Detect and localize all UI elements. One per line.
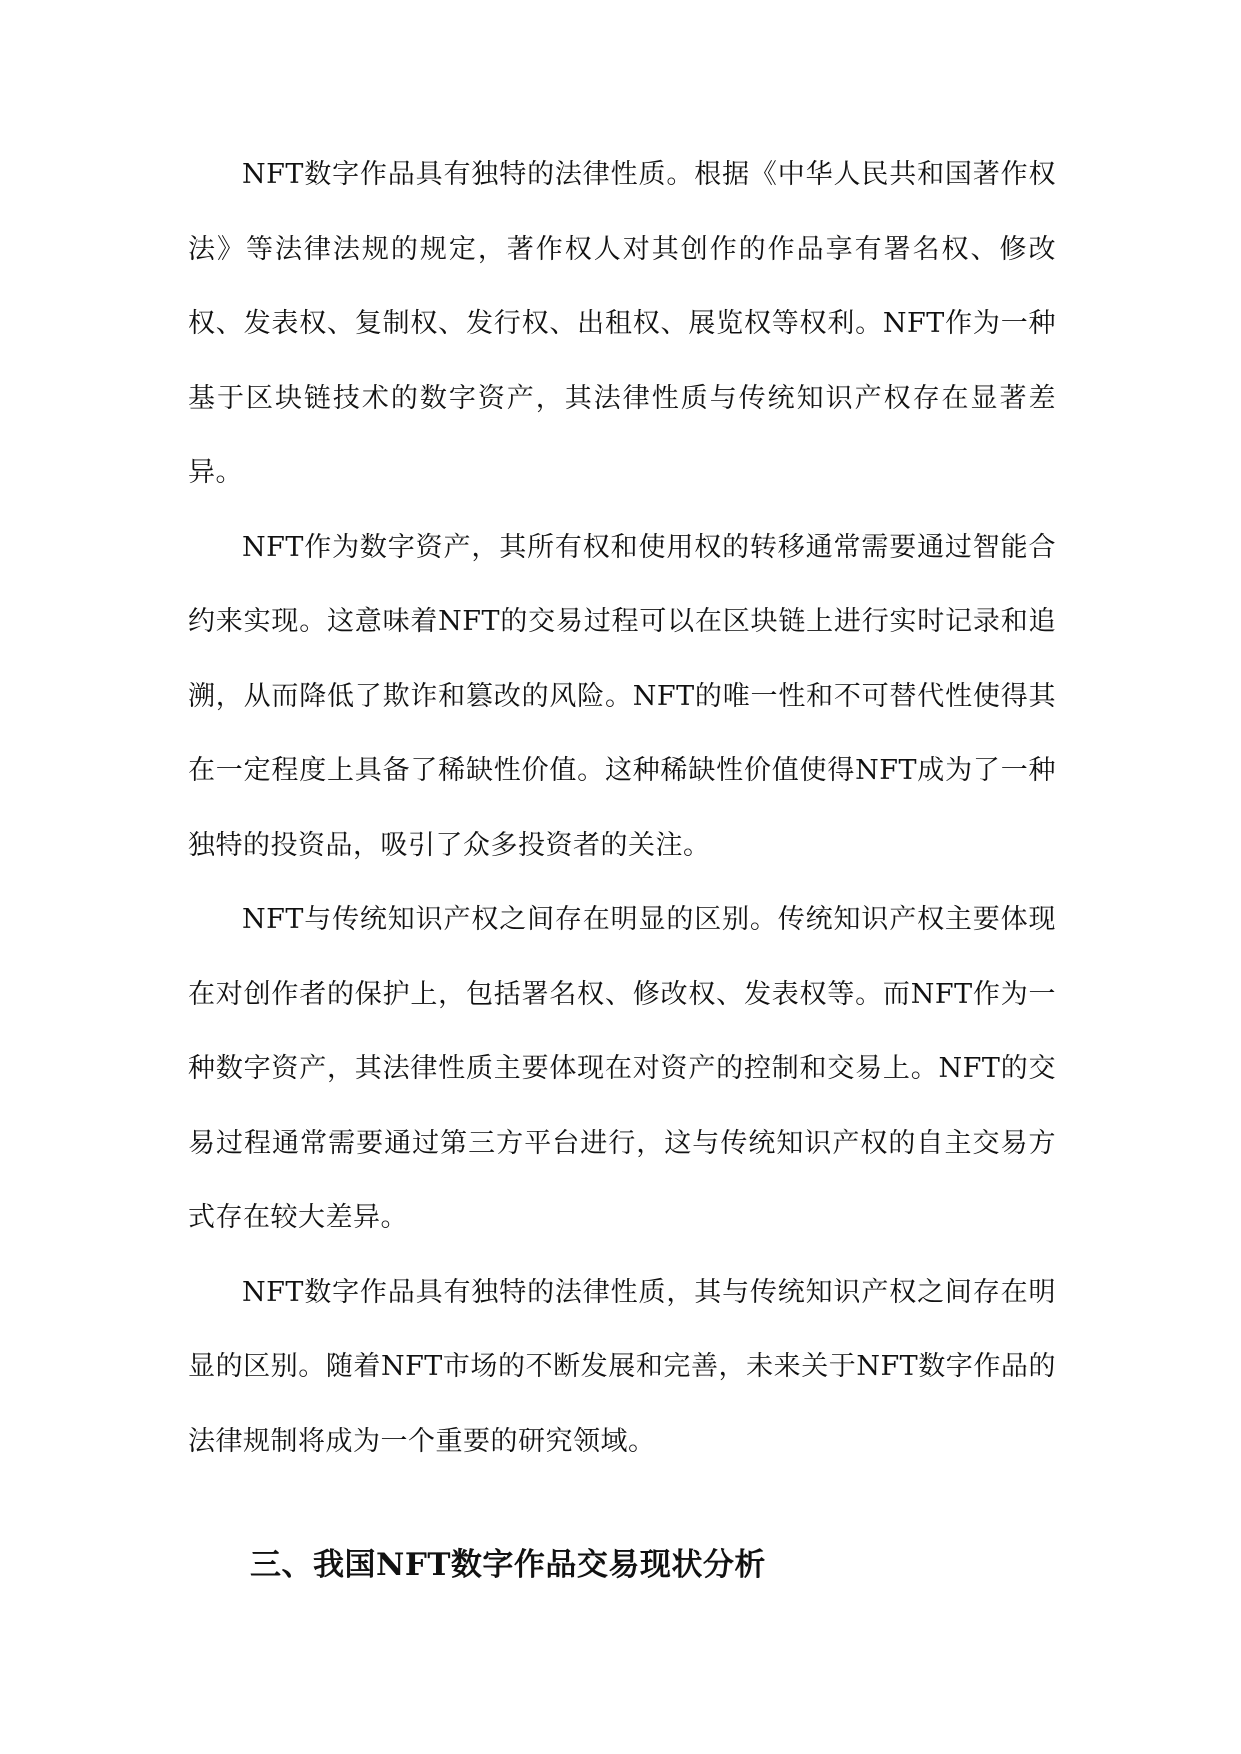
paragraph-conclusion: NFT数字作品具有独特的法律性质，其与传统知识产权之间存在明显的区别。随着NFT市场的不断发展和完善，未来关于NFT数字作品的法律规制将成为一个重要的研究领域。 (188, 1276, 1056, 1457)
paragraph-digital-asset: NFT作为数字资产，其所有权和使用权的转移通常需要通过智能合约来实现。这意味着NFT的交易过程可以在区块链上进行实时记录和追溯，从而降低了欺诈和篡改的风险。NFT的唯一性和不可替代性使得其在一定程度上具备了稀缺性价值。这种稀缺性价值使得NFT成为了一种独特的投资品，吸引了众多投资者的关注。 (188, 531, 1056, 861)
paragraph-ip-difference: NFT与传统知识产权之间存在明显的区别。传统知识产权主要体现在对创作者的保护上，包括署名权、修改权、发表权等。而NFT作为一种数字资产，其法律性质主要体现在对资产的控制和交易上。NFT的交易过程通常需要通过第三方平台进行，这与传统知识产权的自主交易方式存在较大差异。 (188, 904, 1056, 1233)
paragraph-legal-nature: NFT数字作品具有独特的法律性质。根据《中华人民共和国著作权法》等法律法规的规定，著作权人对其创作的作品享有署名权、修改权、发表权、复制权、发行权、出租权、展览权等权利。NFT作为一种基于区块链技术的数字资产，其法律性质与传统知识产权存在显著差异。 (188, 159, 1056, 488)
section-heading: 三、我国NFT数字作品交易现状分析 (250, 1547, 766, 1583)
body-text (188, 138, 1056, 1479)
